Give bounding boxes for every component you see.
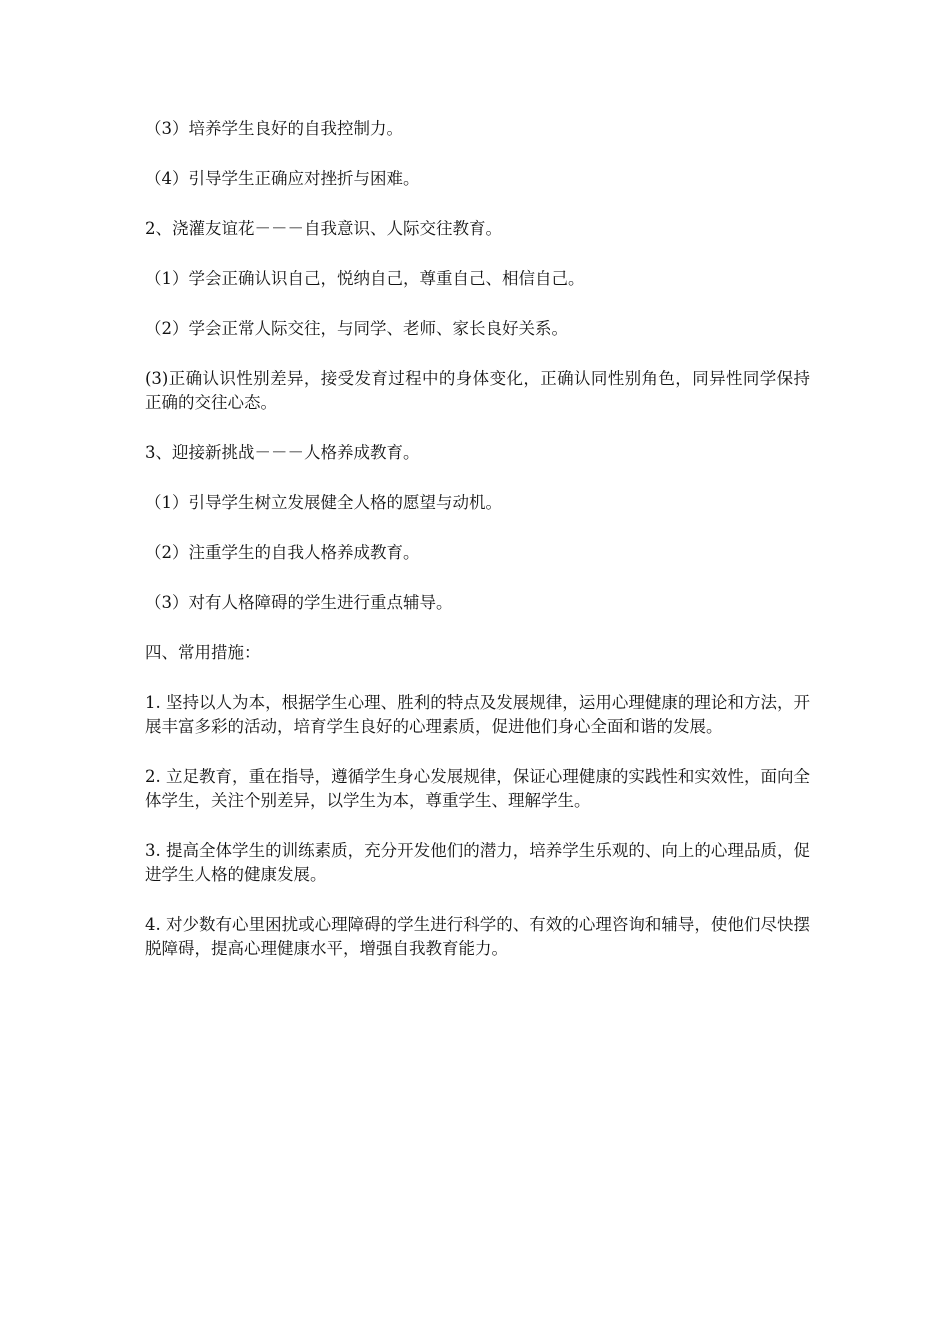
section-heading-personality: 3、迎接新挑战－－－人格养成教育。 xyxy=(145,443,420,462)
paragraph-item-3-counseling: （3）对有人格障碍的学生进行重点辅导。 xyxy=(145,593,453,612)
paragraph-item-1-motivation: （1）引导学生树立发展健全人格的愿望与动机。 xyxy=(145,493,502,512)
paragraph-item-2-interpersonal: （2）学会正常人际交往，与同学、老师、家长良好关系。 xyxy=(145,319,568,338)
section-heading-friendship: 2、浇灌友谊花－－－自我意识、人际交往教育。 xyxy=(145,219,502,238)
section-heading-measures: 四、常用措施： xyxy=(145,643,261,662)
paragraph-item-3-gender: (3)正确认识性别差异，接受发育过程中的身体变化，正确认同性别角色，同异性同学保持正确的交往心态。 xyxy=(145,369,810,412)
measure-4: 4. 对少数有心里困扰或心理障碍的学生进行科学的、有效的心理咨询和辅导，使他们尽快摆脱障碍，提高心理健康水平，增强自我教育能力。 xyxy=(145,915,810,958)
measure-2: 2. 立足教育，重在指导，遵循学生身心发展规律，保证心理健康的实践性和实效性，面向全体学生，关注个别差异，以学生为本，尊重学生、理解学生。 xyxy=(145,767,810,810)
paragraph-item-2-cultivation: （2）注重学生的自我人格养成教育。 xyxy=(145,543,420,562)
paragraph-item-1-self-knowledge: （1）学会正确认识自己，悦纳自己，尊重自己、相信自己。 xyxy=(145,269,585,288)
paragraph-item-3-self-control: （3）培养学生良好的自我控制力。 xyxy=(145,119,403,138)
document-body xyxy=(145,117,810,987)
measure-1: 1. 坚持以人为本，根据学生心理、胜利的特点及发展规律，运用心理健康的理论和方法，开展丰富多彩的活动，培育学生良好的心理素质，促进他们身心全面和谐的发展。 xyxy=(145,693,810,736)
measure-3: 3. 提高全体学生的训练素质，充分开发他们的潜力，培养学生乐观的、向上的心理品质，促进学生人格的健康发展。 xyxy=(145,841,810,884)
paragraph-item-4-frustration: （4）引导学生正确应对挫折与困难。 xyxy=(145,169,420,188)
